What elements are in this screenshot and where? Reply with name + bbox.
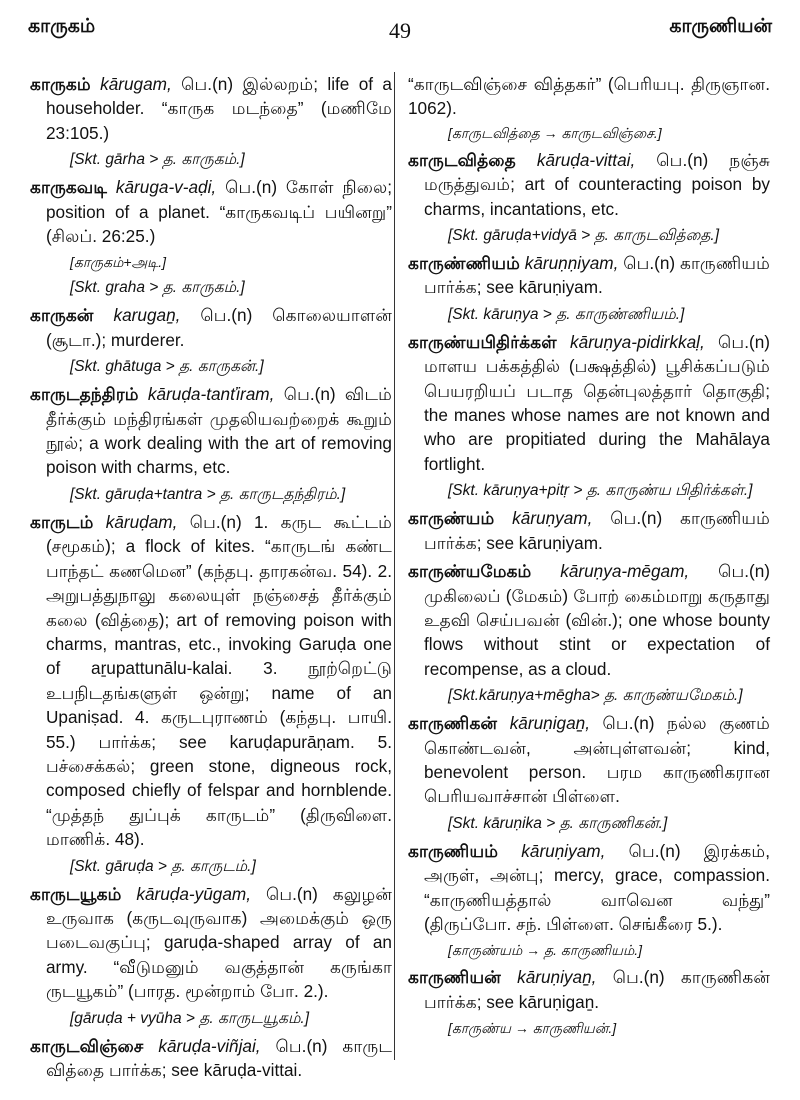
dictionary-entry	[30, 175, 392, 248]
entry-transliteration: kāruḍa-tanťiram,	[147, 384, 275, 405]
derivation-note: [காருடவித்தை → காருடவிஞ்சை.]	[448, 124, 662, 141]
entry-headword: காருகவடி	[30, 177, 108, 198]
entry-definition: பெ.(n) காருணியம் பார்க்க; see kāruṇiyam.	[424, 508, 771, 553]
entry-continuation: “காருடவிஞ்சை வித்தகர்” (பெரியபு. திருஞான. 1062).	[408, 74, 770, 119]
entry-definition: பெ.(n) காருணிகன் பார்க்க; see kāruṇigaṉ.	[424, 967, 771, 1012]
etymology-note: [Skt. gārha > த. காருகம்.]	[70, 151, 245, 169]
entry-headword: காருடதந்திரம்	[30, 384, 139, 405]
dictionary-entry	[30, 303, 392, 352]
entry-transliteration: kāruḍa-vittai,	[536, 149, 636, 170]
page-header	[28, 16, 772, 50]
page-number: 49	[389, 18, 411, 43]
etymology-note: [Skt. kāruṇya+pitṛ > த. காருண்ய பிதிர்க்கள்.]	[448, 482, 753, 500]
dictionary-entry	[30, 882, 392, 1004]
entry-definition: பெ.(n) கோள் நிலை; position of a planet. “காருகவடிப் பயினறு” (சிலப். 26:25.)	[46, 177, 392, 247]
entry-headword: காருணிகன்	[408, 713, 498, 734]
dictionary-entry	[408, 330, 770, 476]
entry-definition: பெ.(n) காருட வித்தை பார்க்க; see kāruḍa-vittai.	[46, 1035, 392, 1080]
entry-headword: காருண்ணியம்	[408, 253, 520, 274]
dictionary-entry	[408, 506, 770, 555]
entry-headword: காருடவித்தை	[408, 149, 516, 170]
entry-transliteration: karugaṉ,	[113, 305, 181, 326]
dictionary-entry	[30, 510, 392, 852]
entry-transliteration: kāruṇyam,	[512, 508, 593, 529]
entry-definition: பெ.(n) இரக்கம், அருள், அன்பு; mercy, grace, compassion. “காருணியத்தால் வாவென வந்து” (திருப்போ. சந். பிள்ளை. செங்கீரை 5.).	[424, 840, 770, 934]
derivation-note: [காருகம்+அடி.]	[70, 254, 167, 271]
etymology-note: [Skt. kāruṇya > த. காருண்ணியம்.]	[448, 305, 685, 323]
entry-headword: காருணியம்	[408, 840, 499, 861]
dictionary-entry	[408, 839, 770, 937]
entry-headword: காருண்யம்	[408, 508, 495, 529]
header-left-guideword: காருகம்	[28, 16, 96, 37]
etymology-note: [Skt. gāruḍa+tantra > த. காருடதந்திரம்.]	[70, 485, 346, 503]
entry-transliteration: kāruṇṇiyam,	[524, 253, 619, 274]
entry-definition: பெ.(n) கொலையாளன் (சூடா.); murderer.	[46, 305, 392, 350]
dictionary-entry	[408, 965, 770, 1014]
dictionary-entry	[408, 559, 770, 681]
entry-definition: பெ.(n) முகிலைப் (மேகம்) போற் கைம்மாறு கருதாது உதவி செய்பவன் (வின்.); one whose bounty flows without stint or expectation of recompense, as a cloud.	[424, 561, 771, 679]
etymology-note: [Skt. kāruṇika > த. காருணிகன்.]	[448, 814, 668, 832]
entry-headword: காருகம்	[30, 74, 91, 94]
dictionary-entry	[30, 72, 392, 145]
etymology-note: [Skt.kāruṇya+mēgha> த. காருண்யமேகம்.]	[448, 687, 743, 705]
entry-definition: பெ.(n) நல்ல குணம் கொண்டவன், அன்புள்ளவன்; kind, benevolent person. பரம காருணிகரான பெரியவாச்சான் பிள்ளை.	[424, 713, 771, 807]
entry-definition: பெ.(n) கலுழன் உருவாக (கருடவுருவாக) அமைக்கும் ஒரு படைவகுப்பு; garuḍa-shaped array of an army. “வீடுமனும் வகுத்தான் கருங்கா ருடயூகம்” (பாரத. மூன்றாம் போ. 2.).	[46, 883, 392, 1002]
dictionary-entry	[30, 1034, 392, 1083]
header-right-guideword: காருணியன்	[669, 16, 772, 37]
entry-transliteration: kāruḍa-yūgam,	[136, 883, 252, 904]
entry-transliteration: kāruḍam,	[105, 511, 178, 532]
entry-headword: காருடவிஞ்சை	[30, 1035, 144, 1056]
dictionary-entry	[408, 148, 770, 221]
entry-transliteration: kārugam,	[100, 74, 172, 94]
entry-definition: பெ.(n) விடம் தீர்க்கும் மந்திரங்கள் முதலியவற்றைக் கூறும் நூல்; a work dealing with the art of removing poison with charms, etc.	[46, 384, 393, 478]
entry-headword: காருணியன்	[408, 967, 501, 988]
right-column	[408, 72, 770, 1043]
dictionary-entry	[30, 382, 392, 480]
derivation-note: [காருண்யம் → த. காருணியம்.]	[448, 942, 643, 959]
entry-transliteration: kāruṇiyam,	[521, 840, 606, 861]
etymology-note: [Skt. graha > த. காருகம்.]	[70, 279, 245, 297]
etymology-note: [gāruḍa + vyūha > த. காருடயூகம்.]	[70, 1009, 310, 1027]
etymology-note: [Skt. gāruḍa+vidyā > த. காருடவித்தை.]	[448, 227, 720, 245]
entry-transliteration: kāruḍa-viñjai,	[158, 1035, 261, 1056]
entry-definition: பெ.(n) 1. கருட கூட்டம் (சமூகம்); a flock of kites. “காருடங் கண்ட பாந்தட் கணமென” (கந்தபு. தாரகன்வ. 54). 2. அறுபத்துநாலு கலையுள் நஞ்சைத் தீர்க்கும் கலை (வித்தை); art of removing poison with charms, mantras, etc., invoking Garuḍa one of aṟupattunālu-kalai. 3. நூற்றெட்டு உபநிடதங்களுள் ஒன்று; name of an Upaniṣad. 4. கருடபுராணம் (கந்தபு. பாயி. 55.) பார்க்க; see karuḍapurāṇam. 5. பச்சைக்கல்; green stone, digneous rock, composed chiefly of felspar and hornblende. “முத்தந் துப்புக் காருடம்” (திருவிளை. மாணிக். 48).	[46, 511, 393, 850]
entry-headword: காருண்யமேகம்	[408, 561, 532, 582]
derivation-note: [காருண்ய → காருணியன்.]	[448, 1020, 617, 1037]
entry-headword: காருடயூகம்	[30, 883, 122, 904]
entry-transliteration: kāruṇya-pidirkkaḷ,	[570, 331, 705, 352]
entry-definition: பெ.(n) இல்லறம்; life of a householder. “காருக மடந்தை” (மணிமே 23:105.)	[46, 74, 392, 143]
entry-headword: காருகன்	[30, 305, 94, 326]
dictionary-entry	[408, 251, 770, 300]
entry-transliteration: kāruga-v-aḍi,	[115, 177, 217, 198]
entry-headword: காருண்யபிதிர்க்கள்	[408, 331, 557, 352]
entry-headword: காருடம்	[30, 511, 94, 532]
etymology-note: [Skt. gāruḍa > த. காருடம்.]	[70, 857, 256, 875]
entry-definition: பெ.(n) மாளய பக்கத்தில் (பக்ஷத்தில்) பூசிக்கப்படும் பெயரறியப் படாத தென்புலத்தார் தொகுதி; the manes whose names are not known and who are propitiated during the Mahālaya fortlight.	[424, 331, 770, 474]
left-column	[30, 72, 392, 1086]
dictionary-entry	[408, 711, 770, 809]
entry-transliteration: kāruṇigaṉ,	[509, 713, 590, 734]
entry-transliteration: kāruṇya-mēgam,	[560, 561, 690, 582]
entry-transliteration: kāruṇiyaṉ,	[517, 967, 597, 988]
entry-definition: பெ.(n) காருணியம் பார்க்க; see kāruṇiyam.	[424, 253, 770, 298]
entry-definition: பெ.(n) நஞ்சு மருத்துவம்; art of counteracting poison by charms, incantations, etc.	[424, 149, 770, 219]
column-divider	[394, 72, 395, 1060]
etymology-note: [Skt. ghātuga > த. காருகன்.]	[70, 358, 264, 376]
